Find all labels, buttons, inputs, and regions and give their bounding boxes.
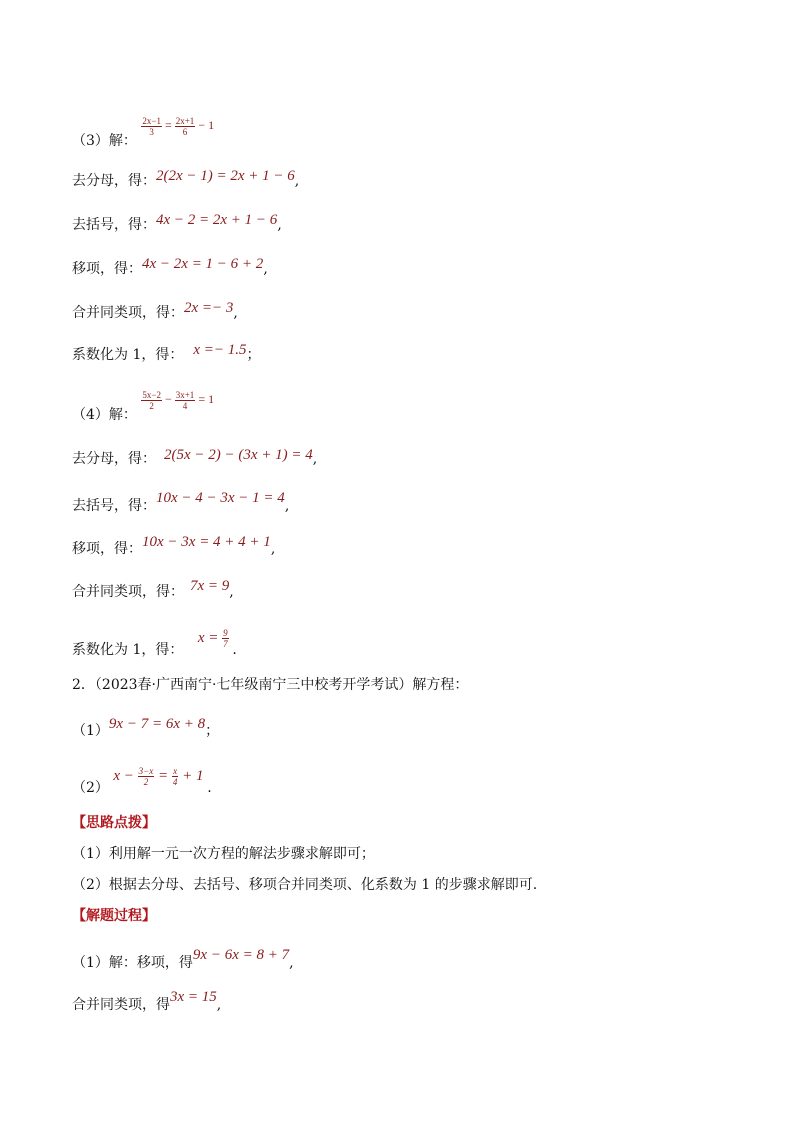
math-expression: 4x − 2 = 2x + 1 − 6: [156, 212, 278, 228]
math-expression: x = $\frac{9}{7}$: [197, 628, 228, 649]
solution-heading: 【解题过程】: [72, 908, 156, 924]
step-row: 移项，得：4x − 2x = 1 − 6 + 2,: [72, 256, 268, 277]
math-expression: 2(5x − 2) − (3x + 1) = 4: [164, 447, 313, 463]
solution-step-1: （1）解：移项，得9x − 6x = 8 + 7,: [72, 947, 294, 971]
math-expression: 10x − 3x = 4 + 4 + 1: [142, 534, 271, 550]
question-2-part-2: （2） x − $\frac{3-x}{2}$ = $\frac{x}{4}$ + 1 .: [72, 766, 212, 796]
solution-step-2: 合并同类项，得3x = 15,: [72, 989, 222, 1013]
question-2-title: 2．（2023春·广西南宁·七年级南宁三中校考开学考试）解方程：: [72, 677, 469, 693]
question-2-part-1: （1）9x − 7 = 6x + 8；: [72, 716, 220, 739]
hint-line-2: （2）根据去分母、去括号、移项合并同类项、化系数为 1 的步骤求解即可.: [72, 877, 538, 893]
math-expression: x − $\frac{3-x}{2}$ = $\frac{x}{4}$ + 1: [113, 766, 204, 787]
fraction: $\frac{3-x}{2}$: [138, 766, 154, 787]
fraction: $\frac{2x-1}{3}$: [142, 116, 161, 137]
fraction: $\frac{5x-2}{2}$: [142, 390, 161, 411]
step-row: 去括号，得：10x − 4 − 3x − 1 = 4,: [72, 490, 290, 514]
math-expression: 9x − 7 = 6x + 8: [108, 716, 206, 732]
fraction: $\frac{x}{4}$: [172, 766, 178, 787]
hint-heading: 【思路点拨】: [72, 815, 156, 831]
math-expression: 9x − 6x = 8 + 7: [192, 947, 290, 963]
step-row: 去括号，得：4x − 2 = 2x + 1 − 6,: [72, 212, 282, 233]
step-row: 合并同类项，得： 7x = 9,: [72, 578, 234, 600]
problem-3-label: （3）解：: [72, 133, 137, 150]
fraction: $\frac{2x+1}{6}$: [175, 116, 195, 137]
fraction: $\frac{3x+1}{4}$: [175, 390, 195, 411]
problem-4-equation: $\frac{5x-2}{2}$ − $\frac{3x+1}{4}$ = 1: [142, 390, 215, 411]
math-expression: 3x = 15: [170, 989, 217, 1005]
step-row: 去分母，得：2(2x − 1) = 2x + 1 − 6,: [72, 168, 300, 189]
problem-3-equation: $\frac{2x-1}{3}$ = $\frac{2x+1}{6}$ − 1: [142, 116, 215, 137]
math-expression: 7x = 9: [190, 578, 230, 594]
math-expression: x =− 1.5: [193, 342, 247, 358]
step-row: 系数化为 1，得： x =− 1.5；: [72, 342, 261, 363]
step-row: 移项，得：10x − 3x = 4 + 4 + 1,: [72, 534, 276, 557]
problem-4-equation-line: [72, 390, 215, 424]
math-expression: 4x − 2x = 1 − 6 + 2: [142, 256, 264, 272]
math-expression: 2x =− 3: [184, 300, 234, 316]
hint-line-1: （1）利用解一元一次方程的解法步骤求解即可；: [72, 846, 375, 862]
step-row: 合并同类项，得：2x =− 3,: [72, 300, 238, 321]
math-expression: 10x − 4 − 3x − 1 = 4: [156, 490, 285, 506]
fraction: $\frac{9}{7}$: [223, 628, 228, 649]
problem-4-label: （4）解：: [72, 407, 137, 424]
step-row: 系数化为 1，得： x = $\frac{9}{7}$ .: [72, 628, 237, 658]
problem-3-equation-line: [72, 116, 215, 150]
step-row: 去分母，得： 2(5x − 2) − (3x + 1) = 4,: [72, 447, 318, 467]
math-expression: 2(2x − 1) = 2x + 1 − 6: [156, 168, 295, 184]
